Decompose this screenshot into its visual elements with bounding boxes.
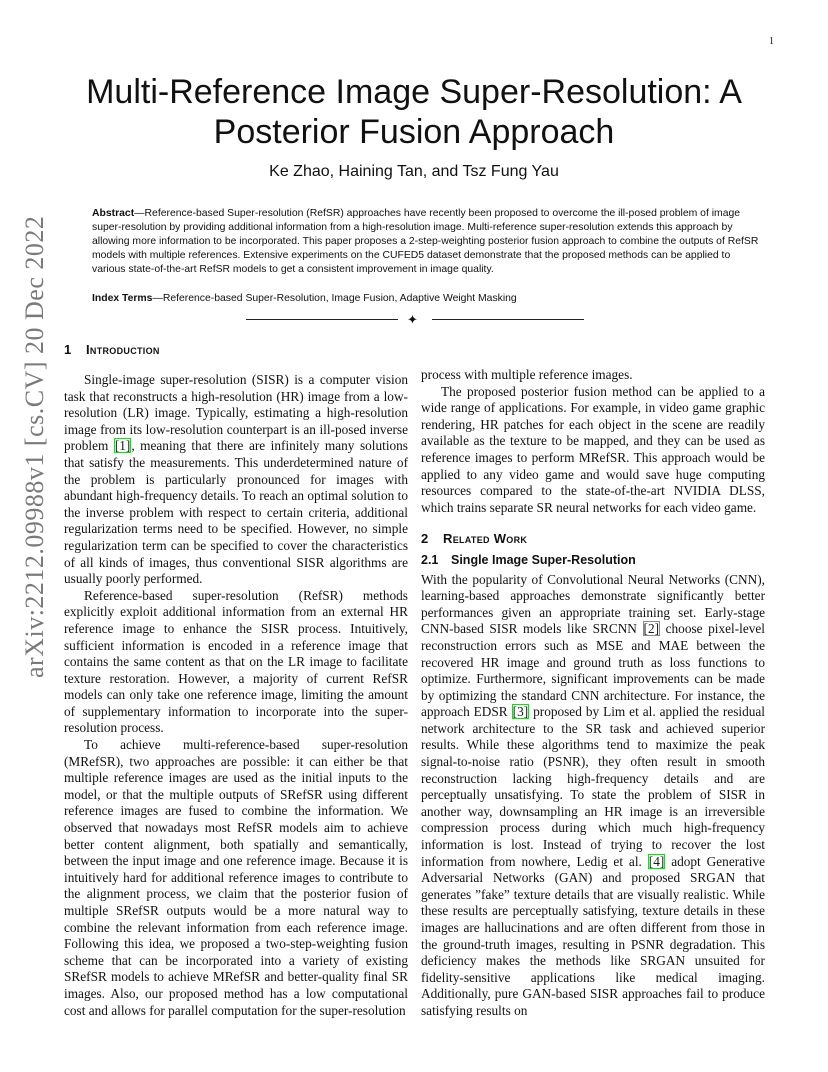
left-column — [64, 372, 408, 1019]
index-terms-text: —Reference-based Super-Resolution, Image Fusion, Adaptive Weight Masking — [152, 293, 517, 304]
text-run: With the popularity of Convolutional Neural Networks (CNN), learning-based approaches demonstrate significantly better performances given an appropriate training set. Early-stage CNN-based SISR models like SRCNN — [421, 571, 765, 637]
citation-link[interactable]: [2] — [643, 621, 660, 637]
index-terms-label: Index Terms — [92, 293, 153, 304]
right-column — [421, 367, 765, 1020]
text-run: proposed by Lim et al. applied the residual network architecture to the SR task and achieved superior results. While these algorithms tend to maximize the peak signal-to-noise ratio (PSNR), they often result in smooth reconstruction lacking high-frequency details and are perceptually unsatisfying. To state the problem of SISR in another way, downsampling an HR image is an irreversible compression process during which much high-frequency information is lost. Instead of trying to recover the lost information from nowhere, Ledig et al. — [421, 704, 765, 869]
separator-rule-left — [246, 319, 398, 320]
section-heading-introduction — [64, 342, 160, 357]
subsection-title: Single Image Super-Resolution — [451, 552, 636, 567]
separator-rule-right — [432, 319, 584, 320]
text-run: choose pixel-level reconstruction errors such as MSE and MAE between the recovered HR image and ground truth as loss functions to optimize. Furthermore, significant improvements can be made by optimizing the standard CNN architecture. For instance, the approach EDSR — [421, 621, 765, 720]
section-title: Related Work — [443, 531, 528, 547]
separator-diamond-icon: ✦ — [407, 312, 418, 327]
page-number: 1 — [769, 36, 774, 47]
citation-link[interactable]: [3] — [512, 704, 529, 720]
section-number: 2 — [421, 531, 429, 547]
intro-paragraph-1 — [64, 372, 408, 588]
abstract-text: —Reference-based Super-resolution (RefSR) approaches have recently been proposed to overcome the ill-posed problem of image super-resolution by providing additional information from a high-resolution image. Multi-reference super-resolution extends this approach by allowing more information to be incorporated. This paper proposes a 2-step-weighting posterior fusion approach to combine the outputs of RefSR models with multiple references. Extensive experiments on the CUFED5 dataset demonstrate that the proposed methods can be applied to various state-of-the-art RefSR models to get a consistent improvement in image quality. — [92, 208, 759, 276]
intro-paragraph-2: Reference-based super-resolution (RefSR) methods explicitly exploit additional information from an external HR reference image to enhance the SISR process. Intuitively, sufficient information is encoded in a reference image that contains the same content as that on the LR image to facilitate texture restoration. However, a majority of current RefSR models can only take one reference image, limiting the amount of supplementary information to incorporate into the super-resolution process. — [64, 587, 408, 736]
text-run: adopt Generative Adversarial Networks (GAN) and proposed SRGAN that generates ”fake” texture details that are visually realistic. While these results are perceptually satisfying, texture details in these images are hallucinations and are often different from those in the ground-truth images, resulting in PSNR degradation. This deficiency makes the methods like SRGAN unsuited for fidelity-sensitive applications like medical imaging. Additionally, pure GAN-based SISR approaches fail to produce satisfying results on — [421, 853, 765, 1018]
intro-paragraph-3-continued: process with multiple reference images. — [421, 367, 633, 382]
subsection-number: 2.1 — [421, 552, 439, 567]
section-number: 1 — [64, 342, 72, 357]
section-title: Introduction — [86, 342, 160, 357]
subsection-heading-sisr — [421, 552, 765, 569]
text-run: Single-image super-resolution (SISR) is a computer vision task that reconstructs a high-resolution (HR) image from a low-resolution (LR) image. Typically, estimating a high-resolution image from its low-resolution counterpart is an ill-posed inverse problem — [64, 372, 408, 454]
section-separator — [246, 312, 584, 328]
section-heading-related-work — [421, 531, 765, 548]
abstract — [92, 207, 764, 277]
text-run: , meaning that there are infinitely many solutions that satisfy the measurements. This underdetermined nature of the problem is particularly pronounced for images with abundant high-frequency details. To reach an optimal solution to the inverse problem with respect to certain criteria, additional regularization terms need to be specified. However, no simple regularization term can be specified to cover the characteristics of all kinds of images, thus conventional SISR algorithms are usually poorly performed. — [64, 438, 408, 587]
related-paragraph-1 — [421, 572, 765, 1020]
arxiv-stamp: arXiv:2212.09988v1 [cs.CV] 20 Dec 2022 — [20, 215, 49, 678]
citation-link[interactable]: [4] — [648, 853, 665, 869]
intro-paragraph-4: The proposed posterior fusion method can be applied to a wide range of applications. For example, in video game graphic rendering, HR patches for each object in the scene are readily available as the texture to be mapped, and they can be used as reference images to perform MRefSR. This approach would be applied to any video game and would save huge computing resources compared to the state-of-the-art NVIDIA DLSS, which trains separate SR neural networks for each video game. — [421, 383, 765, 515]
intro-paragraph-3: To achieve multi-reference-based super-resolution (MRefSR), two approaches are possible: it can either be that multiple reference images are used as the initial inputs to the model, or that the multiple outputs of SRefSR using different reference images are fused to combine the information. We observed that nowadays most RefSR models aim to achieve better content alignment, both spatially and semantically, between the input image and one reference image. Because it is intuitively hard for additional reference images to contribute to the alignment process, we claim that the posterior fusion of multiple SRefSR outputs would be a more natural way to combine the relevant information from each reference image. Following this idea, we proposed a two-step-weighting fusion scheme that can be incorporated into a variety of existing SRefSR models to achieve MRefSR and better-quality final SR images. Also, our proposed method has a low computational cost and allows for parallel computation for the super-resolution — [64, 737, 408, 1018]
citation-link[interactable]: [1] — [114, 438, 131, 454]
abstract-label: Abstract — [92, 208, 135, 219]
index-terms — [92, 292, 764, 306]
paper-title: Multi-Reference Image Super-Resolution: A Posterior Fusion Approach — [86, 73, 742, 151]
author-list: Ke Zhao, Haining Tan, and Tsz Fung Yau — [269, 163, 559, 180]
